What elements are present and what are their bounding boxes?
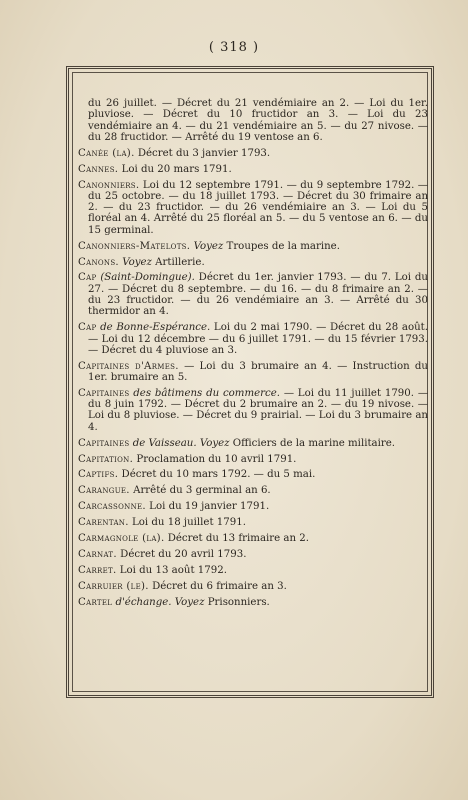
- index-entry: Carangue. Arrêté du 3 germinal an 6.: [78, 485, 271, 497]
- index-entry: Capitaines des bâtimens du commerce. — Loi du 11 juillet 1790. — du 8 juin 1792. — Décret du 2 brumaire an 2. — du 19 nivose. — Loi du 8 pluviose. — Décret du 9 prairial. — Loi du 3 brumaire an 4.: [78, 387, 429, 433]
- index-entry: Capitaines d'Armes. — Loi du 3 brumaire an 4. — Instruction du 1er. brumaire an 5.: [78, 360, 428, 383]
- index-entry: Cap de Bonne-Espérance. Loi du 2 mai 1790. — Décret du 28 août. — Loi du 12 décembre — du 6 juillet 1791. — du 15 février 1793. — Décret du 4 pluviose an 3.: [78, 322, 429, 356]
- index-entry: Cannes. Loi du 20 mars 1791.: [78, 163, 232, 175]
- index-entries: [78, 98, 428, 612]
- index-entry: Canonniers-Matelots. Voyez Troupes de la marine.: [78, 240, 340, 252]
- index-entry: Canonniers. Loi du 12 septembre 1791. — du 9 septembre 1792. — du 25 octobre. — du 18 juillet 1793. — Décret du 30 frimaire an 2. — du 23 fructidor. — du 26 vendémiaire an 3. — Loi du 5 floréal an 4. Arrêté du 25 floréal an 5. — du 5 ventose an 6. — du 15 germinal.: [78, 179, 428, 236]
- index-entry: Canée (la). Décret du 3 janvier 1793.: [78, 147, 271, 159]
- index-entry: Carentan. Loi du 18 juillet 1791.: [78, 517, 246, 529]
- index-entry: Capitation. Proclamation du 10 avril 1791.: [78, 453, 297, 465]
- index-entry: Cartel d'échange. Voyez Prisonniers.: [78, 596, 270, 608]
- index-entry: Carnat. Décret du 20 avril 1793.: [78, 548, 247, 560]
- index-entry: Carruier (le). Décret du 6 frimaire an 3.: [78, 580, 287, 592]
- index-entry: du 26 juillet. — Décret du 21 vendémiaire an 2. — Loi du 1er. pluviose. — Décret du 10 fructidor an 3. — Loi du 23 vendémiaire an 4. — du 21 vendémiaire an 5. — du 27 nivose. — du 28 fructidor. — Arrêté du 19 ventose an 6.: [88, 98, 428, 143]
- index-entry: Captifs. Décret du 10 mars 1792. — du 5 mai.: [78, 469, 316, 481]
- index-entry: Carret. Loi du 13 août 1792.: [78, 564, 227, 576]
- index-entry: Capitaines de Vaisseau. Voyez Officiers de la marine militaire.: [78, 437, 396, 449]
- page-number: ( 318 ): [208, 40, 260, 55]
- index-entry: Cap (Saint-Domingue). Décret du 1er. janvier 1793. — du 7. Loi du 27. — Décret du 8 septembre. — du 16. — du 8 frimaire an 2. — du 23 fructidor. — du 26 vendémiaire an 3. — Arrêté du 30 thermidor an 4.: [78, 272, 428, 318]
- index-entry: Canons. Voyez Artillerie.: [78, 256, 205, 268]
- index-entry: Carcassonne. Loi du 19 janvier 1791.: [78, 501, 270, 513]
- index-entry: Carmagnole (la). Décret du 13 frimaire an 2.: [78, 533, 310, 544]
